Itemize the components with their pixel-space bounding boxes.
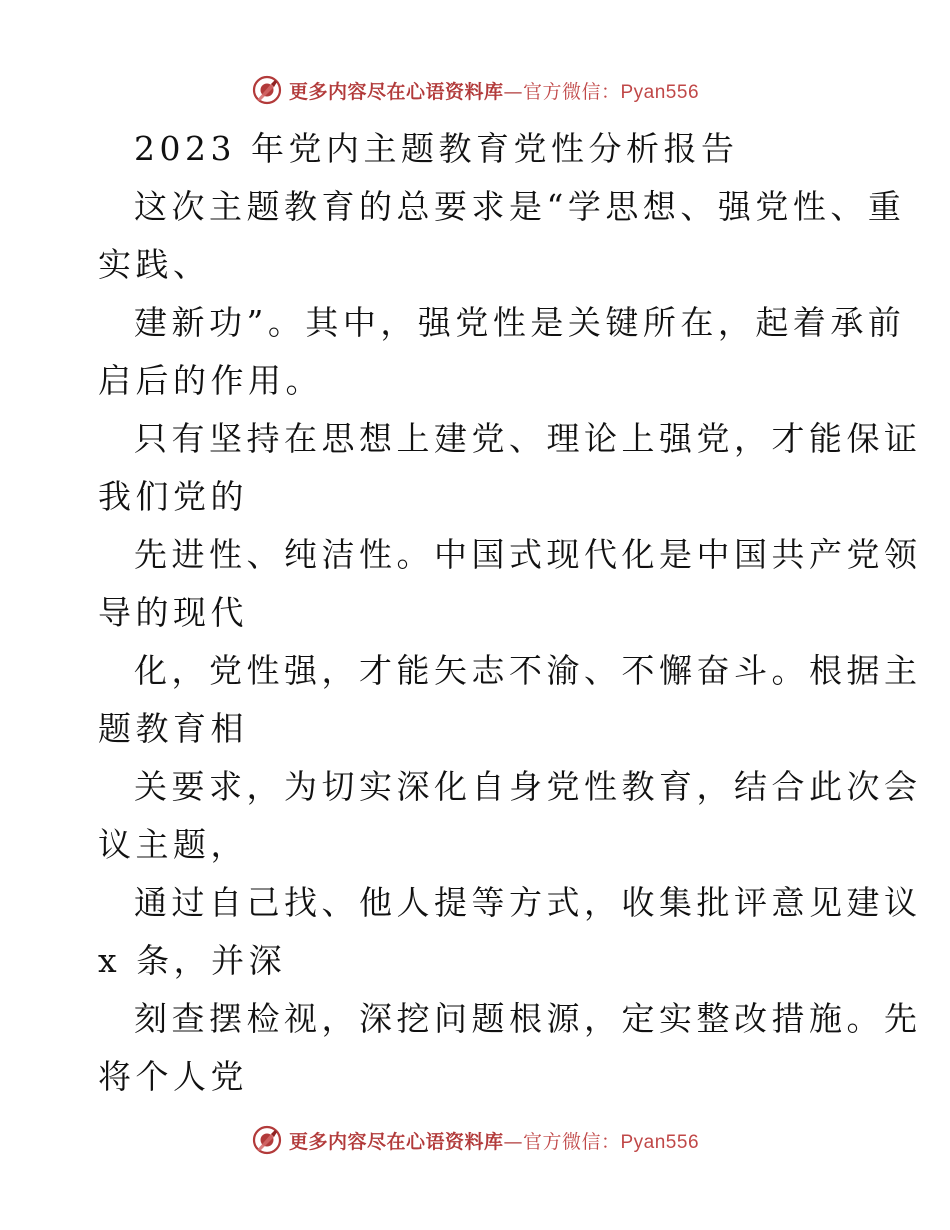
text-line: 实践、 <box>98 245 211 284</box>
banner-title: 更多内容尽在心语资料库 <box>288 80 504 103</box>
text-line: 先进性、纯洁性。中国式现代化是中国共产党领 <box>134 535 922 574</box>
banner-title: 更多内容尽在心语资料库 <box>288 1130 504 1153</box>
text-line: 启后的作用。 <box>98 361 323 400</box>
banner-wechat: 官方微信：Pyan556 <box>523 1131 700 1153</box>
text-line: 关要求，为切实深化自身党性教育，结合此次会 <box>134 767 922 806</box>
header-banner <box>0 70 950 110</box>
banner-wechat: 官方微信：Pyan556 <box>523 81 700 103</box>
document-title: 2023 年党内主题教育党性分析报告 <box>134 129 739 168</box>
footer-banner <box>0 1120 950 1160</box>
text-line: 题教育相 <box>98 709 248 748</box>
banner-dash: — <box>503 80 523 103</box>
logo-icon <box>251 74 283 106</box>
text-line: 只有坚持在思想上建党、理论上强党，才能保证 <box>134 419 922 458</box>
text-line: 刻查摆检视，深挖问题根源，定实整改措施。先 <box>134 999 922 1038</box>
document-body <box>98 120 922 1106</box>
text-line: 我们党的 <box>98 477 248 516</box>
text-line: 建新功”。其中，强党性是关键所在，起着承前 <box>134 303 906 342</box>
text-line: 这次主题教育的总要求是“学思想、强党性、重 <box>134 187 906 226</box>
banner-dash: — <box>503 1130 523 1153</box>
text-line: 将个人党 <box>98 1057 248 1096</box>
text-line: x 条，并深 <box>98 941 287 980</box>
text-line: 议主题， <box>98 825 248 864</box>
text-line: 通过自己找、他人提等方式，收集批评意见建议 <box>134 883 922 922</box>
logo-icon <box>251 1124 283 1156</box>
text-line: 导的现代 <box>98 593 248 632</box>
text-line: 化，党性强，才能矢志不渝、不懈奋斗。根据主 <box>134 651 922 690</box>
